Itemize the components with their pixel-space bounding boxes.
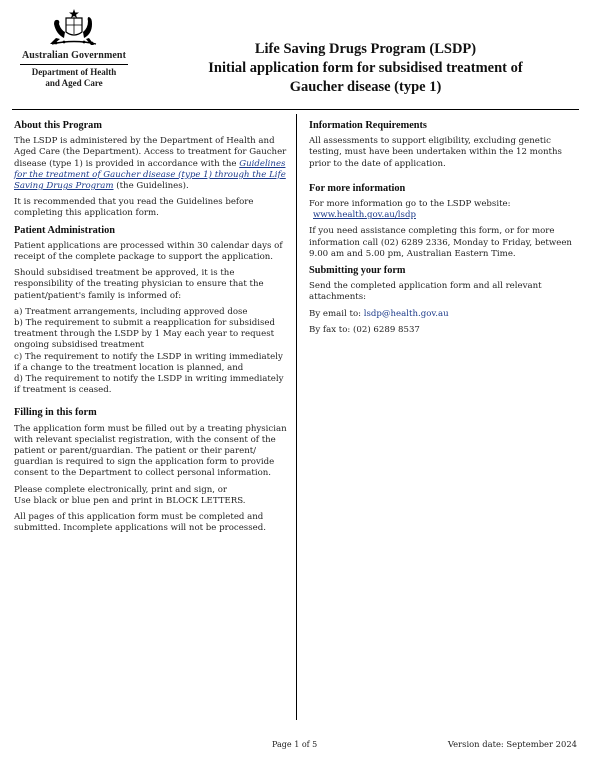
about-section — [14, 120, 290, 220]
list-item: a) Treatment arrangements, including approved dose — [14, 306, 248, 317]
department-line-2: and Aged Care — [45, 78, 103, 88]
about-paragraph-1 — [14, 136, 290, 192]
website-intro: For more information go to the LSDP website: — [309, 199, 511, 210]
filling-section — [14, 407, 290, 534]
title-line-2: Initial application form for subsidised treatment of — [208, 60, 523, 76]
about-text-part-2: (the Guidelines). — [113, 181, 189, 192]
filling-paragraph-2 — [14, 485, 290, 507]
more-info-heading: For more information — [309, 182, 406, 194]
email-line — [309, 309, 581, 320]
header-divider — [12, 109, 579, 110]
version-date: Version date: September 2024 — [447, 739, 577, 749]
page-current: 1 — [294, 740, 300, 749]
right-column — [309, 120, 581, 341]
informed-of-list — [14, 307, 290, 397]
filling-instruction-1: Please complete electronically, print and sign, or — [14, 484, 227, 495]
more-info-section — [309, 183, 581, 260]
submitting-paragraph: Send the completed application form and all relevant attachments: — [309, 281, 542, 303]
list-item: b) The requirement to submit a reapplication for subsidised treatment through the LSDP by 1 May each year to request ongoing subsidised treatment — [14, 318, 275, 351]
info-requirements-paragraph: All assessments to support eligibility, excluding genetic testing, must have been undertaken within the 12 months prior to the date of application. — [309, 136, 562, 169]
filling-paragraph-1: The application form must be filled out by a treating physician with relevant specialist registration, with the consent of the patient or parent/guardian. The patient or their parent/ guardian is required to sign the application form to provide consent to the Department to collect personal information. — [14, 423, 287, 479]
department-name — [14, 67, 134, 89]
patient-admin-heading: Patient Administration — [14, 224, 115, 236]
submitting-heading: Submitting your form — [309, 265, 406, 277]
page-word: Page — [272, 740, 295, 749]
left-column — [14, 120, 290, 540]
filling-paragraph-3: All pages of this application form must be completed and submitted. Incomplete applications will not be processed. — [14, 512, 266, 534]
department-line-1: Department of Health — [31, 67, 117, 77]
government-name: Australian Government — [21, 50, 127, 61]
patient-admin-paragraph-1: Patient applications are processed within 30 calendar days of receipt of the complete package to support the application. — [14, 240, 283, 263]
patient-admin-section — [14, 225, 290, 408]
about-heading: About this Program — [14, 120, 102, 131]
filling-instruction-2: Use black or blue pen and print in BLOCK LETTERS. — [14, 495, 246, 506]
title-line-3: Gaucher disease (type 1) — [289, 79, 442, 95]
email-label: By email to: — [309, 308, 364, 319]
page-total: of 5 — [299, 740, 318, 749]
info-requirements-section — [309, 120, 581, 183]
website-link[interactable]: www.health.gov.au/lsdp — [313, 210, 416, 221]
filling-heading: Filling in this form — [14, 407, 97, 419]
title-line-1: Life Saving Drugs Program (LSDP) — [254, 41, 477, 57]
fax-number: (02) 6289 8537 — [353, 324, 420, 335]
about-paragraph-2: It is recommended that you read the Guidelines before completing this application form. — [14, 197, 254, 219]
patient-admin-paragraph-2: Should subsidised treatment be approved, it is the responsibility of the treating physician to ensure that the patient/patient's family is informed of: — [14, 268, 264, 301]
info-requirements-heading: Information Requirements — [309, 120, 427, 131]
fax-label: By fax to: — [309, 324, 354, 335]
more-info-paragraph-1 — [309, 199, 581, 221]
list-item: c) The requirement to notify the LSDP in writing immediately if a change to the treatment location is planned, and — [14, 351, 283, 373]
list-item: d) The requirement to notify the LSDP in writing immediately if treatment is ceased. — [14, 374, 284, 396]
about-text-part-1: The LSDP is administered by the Department of Health and Aged Care (the Department). Access to treatment for Gaucher disease (type 1) is provided in accordance with the — [14, 136, 287, 169]
logo-divider — [20, 64, 128, 65]
column-divider — [296, 114, 297, 720]
form-title — [150, 40, 581, 97]
submitting-section — [309, 265, 581, 336]
guidelines-link[interactable]: Guidelines for the treatment of Gaucher disease (type 1) through the Life Saving Drugs Program — [14, 158, 286, 192]
fax-line — [309, 325, 581, 336]
more-info-paragraph-2: If you need assistance completing this form, or for more information call (02) 6289 2336, Monday to Friday, between 9.00 am and 5.00 pm, Australian Eastern Time. — [309, 226, 572, 259]
coat-of-arms-icon — [42, 8, 106, 48]
email-link[interactable]: lsdp@health.gov.au — [363, 308, 449, 319]
government-logo — [14, 8, 134, 89]
page-number — [272, 740, 317, 749]
